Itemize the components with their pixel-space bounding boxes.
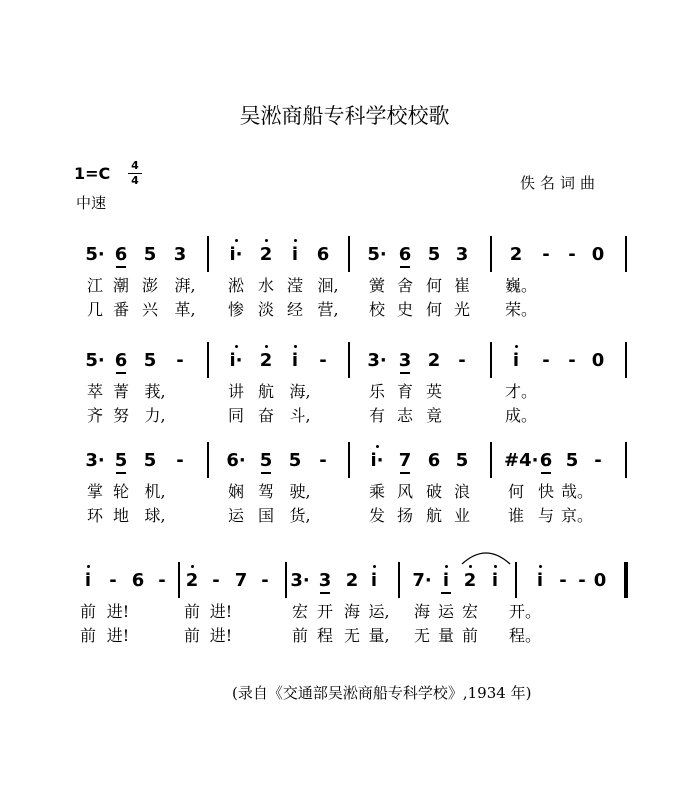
lyric-syllable: 潮	[112, 276, 129, 295]
lyric-syllable: 运,	[368, 602, 390, 621]
final-bar-line	[624, 562, 628, 598]
note: 2	[509, 244, 523, 265]
lyric-syllable: 前	[291, 626, 308, 645]
lyric-syllable: 海	[413, 602, 430, 621]
lyric-syllable: 前	[461, 626, 478, 645]
octave-dot	[235, 345, 238, 348]
lyric-syllable: 进!	[209, 602, 233, 621]
lyric-syllable: 舍	[396, 276, 413, 295]
note: -	[568, 244, 576, 265]
octave-dot	[265, 239, 268, 242]
note: i·	[370, 450, 384, 471]
lyric-syllable: 淡	[257, 300, 274, 319]
note: 3	[318, 570, 332, 591]
lyric-syllable: 何	[425, 276, 442, 295]
octave-dot	[87, 565, 90, 568]
note: #4·	[504, 450, 539, 471]
lyric-syllable: 崔	[453, 276, 470, 295]
lyric-syllable: 营,	[317, 300, 339, 319]
lyric-syllable: 扬	[396, 506, 413, 525]
lyric-syllable: 驾	[257, 482, 274, 501]
lyric-syllable: 货,	[289, 506, 311, 525]
slur-mark	[456, 546, 516, 566]
note: -	[176, 450, 184, 471]
bar-line	[207, 342, 209, 378]
note-underline	[320, 592, 330, 594]
note: -	[261, 570, 269, 591]
lyric-syllable: 经	[286, 300, 303, 319]
lyric-syllable: 快	[537, 482, 554, 501]
lyric-syllable: 同	[227, 406, 244, 425]
note: 7·	[412, 570, 432, 591]
lyric-syllable: 巍。	[504, 276, 537, 295]
lyric-syllable: 京。	[560, 506, 593, 525]
time-signature-top: 4	[131, 159, 139, 172]
lyric-syllable: 无	[343, 626, 360, 645]
lyric-syllable: 志	[396, 406, 413, 425]
note: 2	[185, 570, 199, 591]
lyric-syllable: 斗,	[289, 406, 311, 425]
lyric-syllable: 国	[257, 506, 274, 525]
note-underline	[116, 372, 126, 374]
lyric-syllable: 水	[257, 276, 274, 295]
lyric-syllable: 洄,	[317, 276, 339, 295]
bar-line	[490, 442, 492, 478]
lyric-syllable: 程。	[508, 626, 541, 645]
note: 5·	[367, 244, 387, 265]
note: 3	[455, 244, 469, 265]
score-row	[0, 568, 689, 658]
note: i	[370, 570, 378, 591]
bar-line	[625, 236, 627, 272]
bar-line	[515, 562, 517, 598]
lyric-syllable: 荣。	[504, 300, 537, 319]
lyric-syllable: 竟	[425, 406, 442, 425]
lyric-syllable: 江	[86, 276, 103, 295]
note-underline	[441, 592, 451, 594]
bar-line	[490, 236, 492, 272]
bar-line	[348, 342, 350, 378]
source-note: (录自《交通部吴淞商船专科学校》,1934 年)	[232, 684, 532, 702]
note: i	[512, 350, 520, 371]
note: -	[578, 570, 586, 591]
note: -	[559, 570, 567, 591]
note-underline	[400, 472, 410, 474]
note: -	[458, 350, 466, 371]
lyric-syllable: 黉	[368, 276, 385, 295]
lyric-syllable: 运	[437, 602, 454, 621]
lyric-syllable: 进!	[209, 626, 233, 645]
lyric-syllable: 滢	[286, 276, 303, 295]
lyric-syllable: 地	[112, 506, 129, 525]
note: -	[109, 570, 117, 591]
lyric-syllable: 量,	[368, 626, 390, 645]
lyric-syllable: 何	[425, 300, 442, 319]
lyric-syllable: 前	[183, 602, 200, 621]
note: 5	[114, 450, 128, 471]
lyric-syllable: 奋	[257, 406, 274, 425]
lyric-syllable: 航	[425, 506, 442, 525]
slur-arc	[462, 553, 510, 564]
lyric-syllable: 淞	[227, 276, 244, 295]
note: 5	[288, 450, 302, 471]
note-underline	[261, 472, 271, 474]
bar-line	[348, 442, 350, 478]
lyric-syllable: 娴	[227, 482, 244, 501]
note: 3	[398, 350, 412, 371]
time-signature	[128, 160, 142, 187]
lyric-syllable: 乘	[368, 482, 385, 501]
lyric-syllable: 破	[425, 482, 442, 501]
lyric-syllable: 机,	[144, 482, 166, 501]
note: 5·	[85, 244, 105, 265]
lyric-syllable: 才。	[504, 382, 537, 401]
note: -	[542, 350, 550, 371]
bar-line	[625, 442, 627, 478]
note-underline	[116, 266, 126, 268]
note: 6·	[226, 450, 246, 471]
note: 5	[143, 350, 157, 371]
lyric-syllable: 运	[227, 506, 244, 525]
note: 2	[259, 350, 273, 371]
octave-dot	[445, 565, 448, 568]
octave-dot	[373, 565, 376, 568]
lyric-syllable: 与	[537, 506, 554, 525]
lyric-syllable: 成。	[504, 406, 537, 425]
lyric-syllable: 量	[437, 626, 454, 645]
lyric-syllable: 前	[183, 626, 200, 645]
octave-dot	[294, 239, 297, 242]
lyric-syllable: 前	[79, 626, 96, 645]
note: 3·	[290, 570, 310, 591]
octave-dot	[539, 565, 542, 568]
note: i	[442, 570, 450, 591]
bar-line	[207, 442, 209, 478]
bar-line	[625, 342, 627, 378]
lyric-syllable: 惨	[227, 300, 244, 319]
bar-line	[348, 236, 350, 272]
note: 5	[455, 450, 469, 471]
note: i	[84, 570, 92, 591]
note: 6	[131, 570, 145, 591]
lyric-syllable: 开	[316, 602, 333, 621]
note: -	[176, 350, 184, 371]
lyric-syllable: 发	[368, 506, 385, 525]
note: -	[319, 450, 327, 471]
bar-line	[178, 562, 180, 598]
lyric-syllable: 海	[343, 602, 360, 621]
note: 0	[593, 570, 607, 591]
lyric-syllable: 何	[507, 482, 524, 501]
lyric-syllable: 萃	[86, 382, 103, 401]
lyric-syllable: 讲	[227, 382, 244, 401]
lyric-syllable: 业	[453, 506, 470, 525]
lyric-syllable: 环	[86, 506, 103, 525]
note: -	[212, 570, 220, 591]
note: 3	[173, 244, 187, 265]
lyric-syllable: 前	[79, 602, 96, 621]
octave-dot	[191, 565, 194, 568]
octave-dot	[235, 239, 238, 242]
lyric-syllable: 几	[86, 300, 103, 319]
note: -	[594, 450, 602, 471]
song-title: 吴淞商船专科学校校歌	[239, 104, 450, 128]
note: 2	[463, 570, 477, 591]
note: i	[291, 244, 299, 265]
lyric-syllable: 谁	[507, 506, 524, 525]
octave-dot	[294, 345, 297, 348]
lyric-syllable: 程	[316, 626, 333, 645]
note: i·	[229, 350, 243, 371]
note: 7	[234, 570, 248, 591]
note: 5	[143, 244, 157, 265]
note: i	[536, 570, 544, 591]
tempo-marking: 中速	[76, 194, 107, 212]
lyric-syllable: 宏	[461, 602, 478, 621]
note: i	[291, 350, 299, 371]
note: 5	[427, 244, 441, 265]
lyric-syllable: 球,	[144, 506, 166, 525]
note: -	[319, 350, 327, 371]
lyric-syllable: 乐	[368, 382, 385, 401]
lyric-syllable: 番	[112, 300, 129, 319]
bar-line	[490, 342, 492, 378]
note: 6	[316, 244, 330, 265]
lyric-syllable: 努	[112, 406, 129, 425]
lyric-syllable: 革,	[174, 300, 196, 319]
note: 3·	[367, 350, 387, 371]
lyric-syllable: 浪	[453, 482, 470, 501]
note: 2	[345, 570, 359, 591]
lyric-syllable: 校	[368, 300, 385, 319]
lyric-syllable: 有	[368, 406, 385, 425]
lyric-syllable: 兴	[141, 300, 158, 319]
lyric-syllable: 光	[453, 300, 470, 319]
lyric-syllable: 力,	[144, 406, 166, 425]
lyric-syllable: 哉。	[560, 482, 593, 501]
lyric-syllable: 进!	[106, 626, 130, 645]
lyric-syllable: 无	[413, 626, 430, 645]
key-signature: 1=C	[74, 164, 111, 183]
lyric-syllable: 史	[396, 300, 413, 319]
time-signature-bottom: 4	[131, 174, 139, 187]
note: -	[542, 244, 550, 265]
note: i	[491, 570, 499, 591]
lyric-syllable: 进!	[106, 602, 130, 621]
note: 6	[114, 350, 128, 371]
score-row	[0, 448, 689, 538]
lyric-syllable: 轮	[112, 482, 129, 501]
octave-dot	[265, 345, 268, 348]
note-underline	[400, 372, 410, 374]
lyric-syllable: 开。	[508, 602, 541, 621]
note: 0	[591, 350, 605, 371]
note: 7	[398, 450, 412, 471]
bar-line	[398, 562, 400, 598]
lyric-syllable: 湃,	[174, 276, 196, 295]
lyric-syllable: 澎	[141, 276, 158, 295]
note-underline	[541, 472, 551, 474]
note: i·	[229, 244, 243, 265]
lyric-syllable: 掌	[86, 482, 103, 501]
note: 5	[565, 450, 579, 471]
note: 6	[114, 244, 128, 265]
note-underline	[400, 266, 410, 268]
note: 2	[259, 244, 273, 265]
score-row	[0, 348, 689, 438]
note-underline	[116, 472, 126, 474]
octave-dot	[515, 345, 518, 348]
note: 2	[427, 350, 441, 371]
lyric-syllable: 驶,	[289, 482, 311, 501]
note: 5·	[85, 350, 105, 371]
note: 6	[539, 450, 553, 471]
composer-credit: 佚名词曲	[520, 174, 601, 192]
note: 6	[427, 450, 441, 471]
note: -	[158, 570, 166, 591]
note: 5	[259, 450, 273, 471]
note: 5	[143, 450, 157, 471]
bar-line	[285, 562, 287, 598]
lyric-syllable: 育	[396, 382, 413, 401]
bar-line	[207, 236, 209, 272]
octave-dot	[376, 445, 379, 448]
note: -	[568, 350, 576, 371]
lyric-syllable: 海,	[289, 382, 311, 401]
lyric-syllable: 齐	[86, 406, 103, 425]
lyric-syllable: 风	[396, 482, 413, 501]
note: 3·	[85, 450, 105, 471]
lyric-syllable: 宏	[291, 602, 308, 621]
note: 6	[398, 244, 412, 265]
lyric-syllable: 航	[257, 382, 274, 401]
score-row	[0, 242, 689, 332]
lyric-syllable: 菁	[112, 382, 129, 401]
note: 0	[591, 244, 605, 265]
lyric-syllable: 莪,	[144, 382, 166, 401]
lyric-syllable: 英	[425, 382, 442, 401]
